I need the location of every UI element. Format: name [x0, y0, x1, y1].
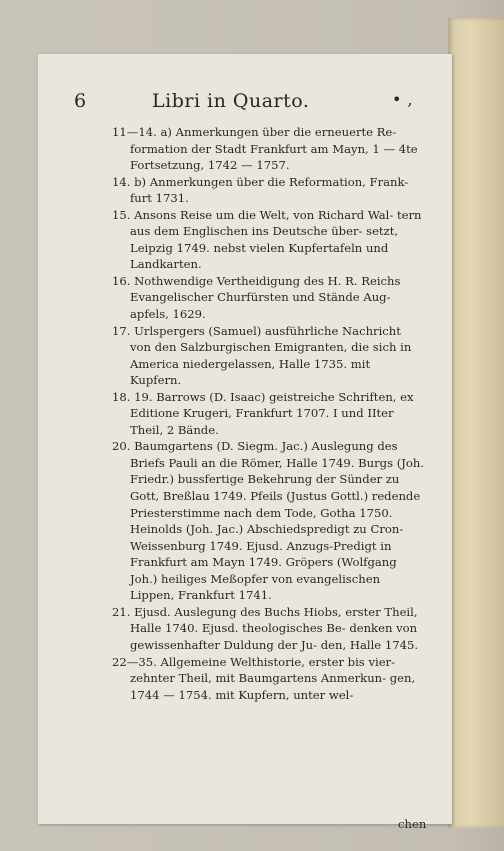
entry-number: 14. [112, 174, 131, 189]
entry-line: Theil, Halle 1740. Ejusd. theologisches Be- [130, 604, 418, 636]
catalogue-entry [112, 124, 424, 174]
catalogue-entry [112, 273, 424, 323]
catalogue-entry [112, 174, 424, 207]
entry-line: Burgs (Joh. Friedr.) bussfertige Bekehrung [130, 455, 425, 487]
catalogue-entry [112, 323, 424, 389]
entry-line: Barrows (D. Isaac) geistreiche Schriften, [156, 389, 397, 404]
entry-line: setzt, Leipzig 1749. nebst vielen Kupfertafeln [130, 224, 399, 255]
entry-line: ex Editione Krugeri, Frankfurt 1707. I und [130, 389, 414, 421]
entry-number: 17. [112, 323, 131, 338]
entry-line: tern aus dem Englischen ins Deutsche über- [130, 207, 422, 239]
page-header [74, 90, 424, 118]
entry-line: 1 — 4te Fortsetzung, 1742 — 1757. [130, 141, 418, 173]
entry-number: 11—14. [112, 125, 157, 139]
running-title: Libri in Quarto. [152, 90, 310, 112]
entry-line: am Mayn 1749. Gröpers (Wolfgang Joh.) [130, 555, 397, 586]
entry-line: und Landkarten. [130, 240, 389, 272]
entry-line: den, Halle 1745. [320, 637, 419, 652]
entry-number: 16. [112, 273, 131, 288]
entry-line: heiliges Meßopfer von evangelischen Lippen, [130, 571, 381, 603]
entry-line: von den Salzburgischen Emigranten, die sich [130, 340, 397, 355]
entry-line: Ejusd. Auslegung des Buchs Hiobs, erster [134, 604, 381, 619]
entry-line: der Sünder zu Gott, Breßlau 1749. Pfeils [130, 472, 400, 504]
entry-line: Jac.) Abschiedspredigt zu Cron-Weissenburg [130, 522, 404, 553]
entry-line: zehnter Theil, mit Baumgartens Anmerkun- [130, 671, 387, 686]
entry-line: Allgemeine Welthistorie, erster bis vier- [160, 654, 396, 669]
entry-line: 1749. Ejusd. Anzugs-Predigt in Frankfurt [130, 538, 392, 570]
entry-number: 15. [112, 207, 131, 222]
entry-number: 22—35. [112, 654, 157, 669]
entry-line: in America niedergelassen, Halle 1735. mit [130, 340, 412, 371]
entry-line: gen, 1744 — 1754. mit Kupfern, unter wel- [130, 671, 416, 702]
entry-line: denken von gewissenhafter Duldung der Ju- [130, 621, 418, 652]
page-number: 6 [74, 90, 87, 112]
entry-line: des Briefs Pauli an die Römer, Halle 1749. [130, 439, 398, 470]
catalogue-entries [112, 124, 424, 703]
entry-number: 21. [112, 604, 131, 619]
entry-line: Baumgartens (D. Siegm. Jac.) Auslegung [134, 439, 374, 454]
catalogue-entry [112, 389, 424, 439]
entry-line: (Justus Gottl.) redende Priesterstimme nach [130, 489, 421, 520]
entry-line: dem Tode, Gotha 1750. Heinolds (Joh. [130, 505, 393, 537]
entry-line: a) Anmerkungen über die erneuerte Re- [160, 125, 397, 139]
adjacent-page-edge [448, 18, 504, 828]
entry-line: apfels, 1629. [130, 307, 206, 322]
entry-number: 18. 19. [112, 389, 153, 404]
entry-line: IIter Theil, 2 Bände. [130, 406, 394, 437]
catalogue-entry [112, 654, 424, 704]
entry-line: Urlspergers (Samuel) ausführliche Nachricht [134, 323, 401, 338]
catalogue-entry [112, 207, 424, 273]
entry-line: formation der Stadt Frankfurt am Mayn, [130, 141, 369, 156]
entry-line: b) Anmerkungen über die Reformation, Frank- [134, 174, 409, 189]
entry-line: Ansons Reise um die Welt, von Richard Wal- [134, 207, 394, 222]
entry-line: Nothwendige Vertheidigung des H. R. Reichs [134, 273, 401, 288]
catalogue-entry [112, 604, 424, 654]
entry-line: Frankfurt 1741. [177, 588, 272, 603]
entry-number: 20. [112, 439, 131, 454]
entry-line: Evangelischer Churfürsten und Stände Aug- [130, 290, 391, 305]
entry-line: Kupfern. [130, 373, 182, 388]
header-ornament: • , [392, 90, 414, 109]
entry-line: furt 1731. [130, 191, 189, 206]
catchword: chen [398, 817, 427, 831]
catalogue-entry [112, 438, 424, 603]
